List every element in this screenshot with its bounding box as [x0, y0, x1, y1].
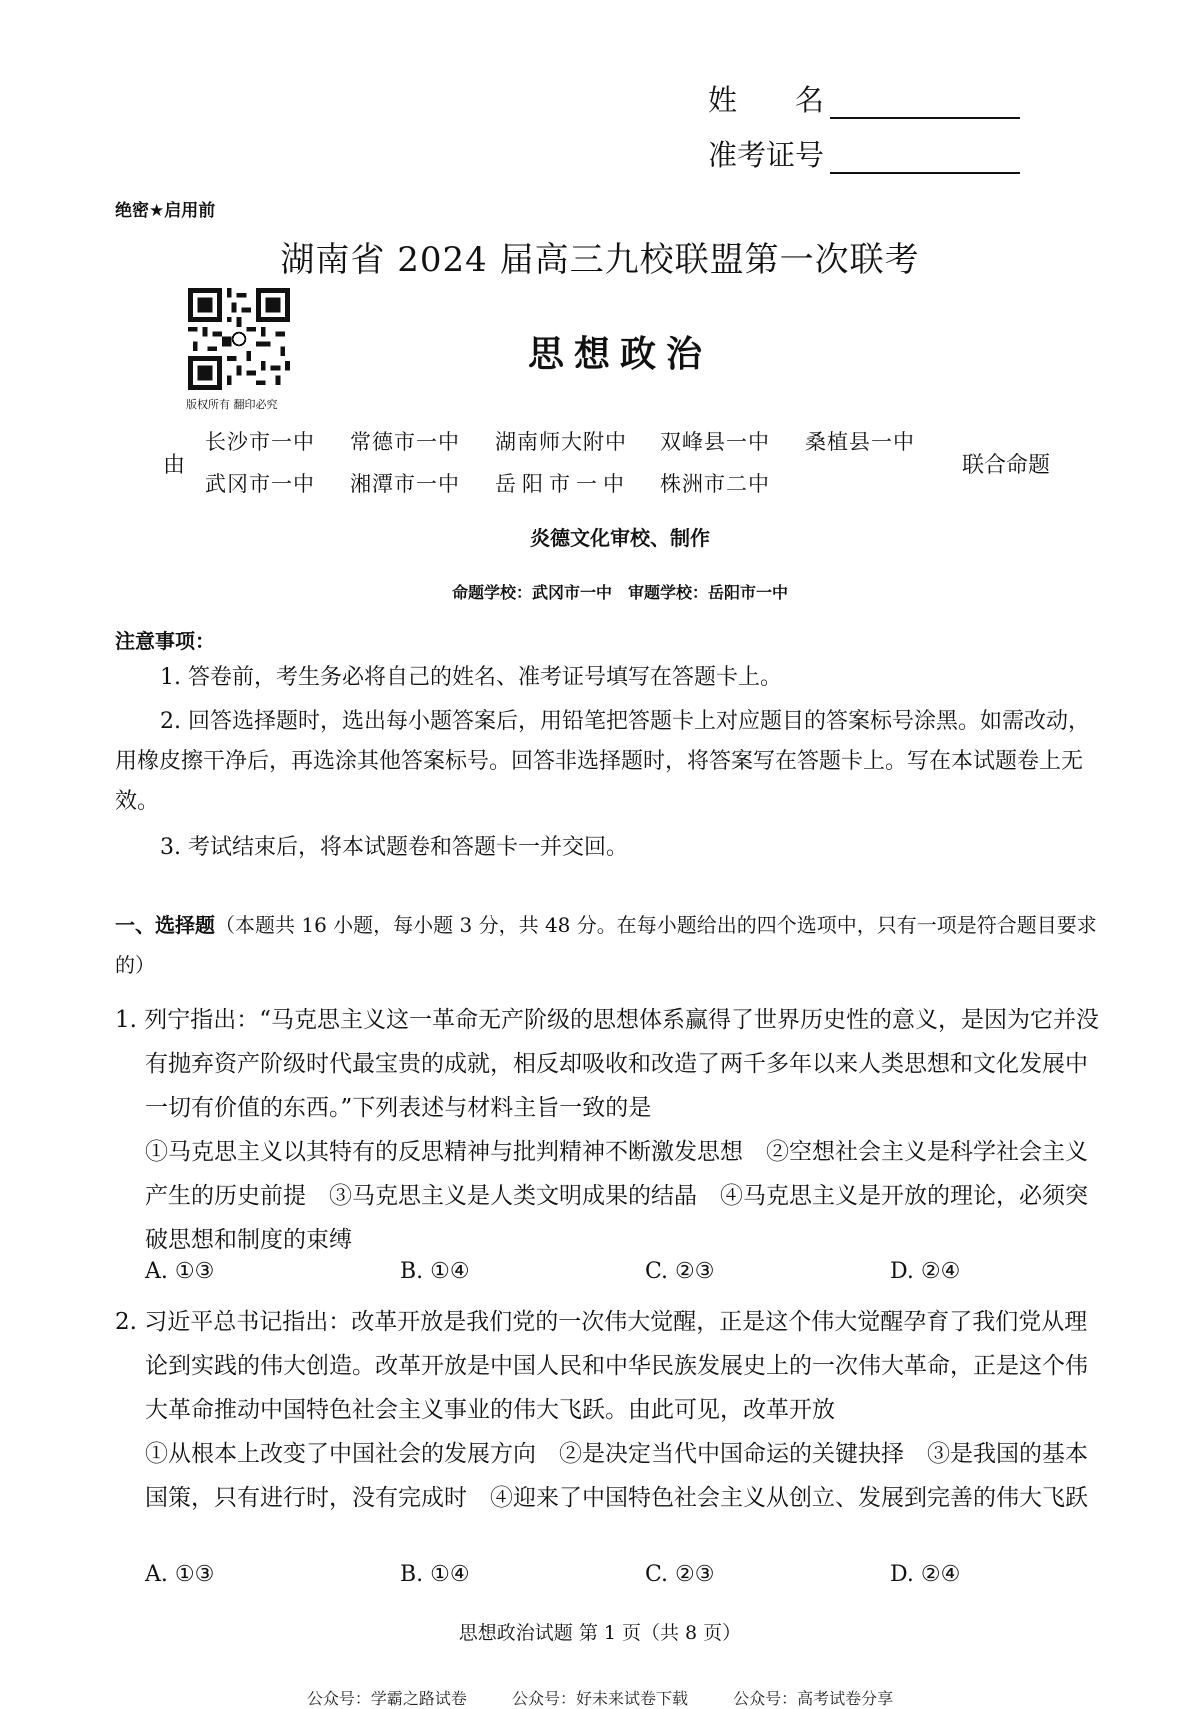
notice-item: 3. 考试结束后，将本试题卷和答题卡一并交回。: [160, 835, 628, 860]
exam-id-blank: [830, 144, 1020, 174]
section-title: 一、选择题: [115, 913, 215, 937]
school-name: 株洲市二中: [660, 472, 770, 496]
choice-b[interactable]: B. ①④: [400, 1562, 470, 1587]
notice-heading: 注意事项：: [115, 629, 215, 653]
question-statements: ①从根本上改变了中国社会的发展方向 ②是决定当代中国命运的关键抉择 ③是我国的基本国策，只有进行时，没有完成时 ④迎来了中国特色社会主义从创立、发展到完善的伟大飞跃: [145, 1441, 1088, 1511]
name-label: 姓 名: [707, 83, 824, 117]
watermark-text: 公众号：高考试卷分享: [733, 1689, 894, 1708]
school-name: 双峰县一中: [660, 430, 770, 454]
question-2: [115, 1300, 1110, 1520]
exam-title: 湖南省 2024 届高三九校联盟第一次联考: [280, 240, 920, 280]
section-desc: （本题共 16 小题，每小题 3 分，共 48 分。在每小题给出的四个选项中，只有一项是符合题目要求的）: [115, 913, 1097, 977]
choice-a[interactable]: A. ①③: [145, 1562, 215, 1587]
notice-item: 1. 答卷前，考生务必将自己的姓名、准考证号填写在答题卡上。: [160, 665, 782, 690]
choice-a[interactable]: A. ①③: [145, 1259, 215, 1284]
question-stem: 2. 习近平总书记指出：改革开放是我们党的一次伟大觉醒，正是这个伟大觉醒孕育了我们党从理论到实践的伟大创造。改革开放是中国人民和中华民族发展史上的一次伟大革命，正是这个伟大革命推动中国特色社会主义事业的伟大飞跃。由此可见，改革开放: [115, 1309, 1088, 1423]
watermark-text: 公众号：好未来试卷下载: [511, 1689, 688, 1708]
question-statements: ①马克思主义以其特有的反思精神与批判精神不断激发思想 ②空想社会主义是科学社会主义产生的历史前提 ③马克思主义是人类文明成果的结晶 ④马克思主义是开放的理论，必须突破思想和制度的束缚: [145, 1139, 1088, 1253]
schools-prefix: 由: [163, 453, 186, 478]
school-name: 湖南师大附中: [495, 430, 627, 454]
watermark-bar: [0, 1686, 1200, 1709]
choice-c[interactable]: C. ②③: [645, 1259, 715, 1284]
secret-mark: 绝密★启用前: [115, 201, 216, 221]
school-name: 桑植县一中: [805, 430, 915, 454]
choice-d[interactable]: D. ②④: [890, 1562, 961, 1587]
question-1: [115, 998, 1110, 1262]
exam-id-label: 准考证号: [707, 138, 824, 172]
subject-title: 思想政治: [527, 334, 712, 375]
question-stem: 1. 列宁指出：“马克思主义这一革命无产阶级的思想体系赢得了世界历史性的意义，是因为它并没有抛弃资产阶级时代最宝贵的成就，相反却吸收和改造了两千多年以来人类思想和文化发展中一切有价值的东西。”下列表述与材料主旨一致的是: [115, 1007, 1100, 1121]
exam-id-field: [708, 133, 1020, 174]
producer-line: 炎德文化审校、制作: [530, 526, 710, 550]
school-name: 常德市一中: [350, 430, 460, 454]
choice-c[interactable]: C. ②③: [645, 1562, 715, 1587]
name-field: [708, 78, 1020, 119]
school-name: 长沙市一中: [205, 430, 315, 454]
notice-item: 2. 回答选择题时，选出每小题答案后，用铅笔把答题卡上对应题目的答案标号涂黑。如需改动，用橡皮擦干净后，再选涂其他答案标号。回答非选择题时，将答案写在答题卡上。写在本试题卷上无效。: [115, 709, 1090, 814]
joint-setting: 联合命题: [962, 453, 1051, 478]
choice-d[interactable]: D. ②④: [890, 1259, 961, 1284]
choice-b[interactable]: B. ①④: [400, 1259, 470, 1284]
watermark-text: 公众号：学霸之路试卷: [306, 1689, 467, 1708]
section-header: [115, 905, 1110, 985]
qr-caption: 版权所有 翻印必究: [186, 398, 278, 411]
setter-line: 命题学校：武冈市一中 审题学校：岳阳市一中: [451, 583, 788, 602]
school-name: 武冈市一中: [205, 472, 315, 496]
school-name: 岳阳市一中: [495, 472, 630, 496]
page-footer: 思想政治试题 第 1 页（共 8 页）: [458, 1622, 742, 1644]
school-name: 湘潭市一中: [350, 472, 460, 496]
name-blank: [830, 89, 1020, 119]
